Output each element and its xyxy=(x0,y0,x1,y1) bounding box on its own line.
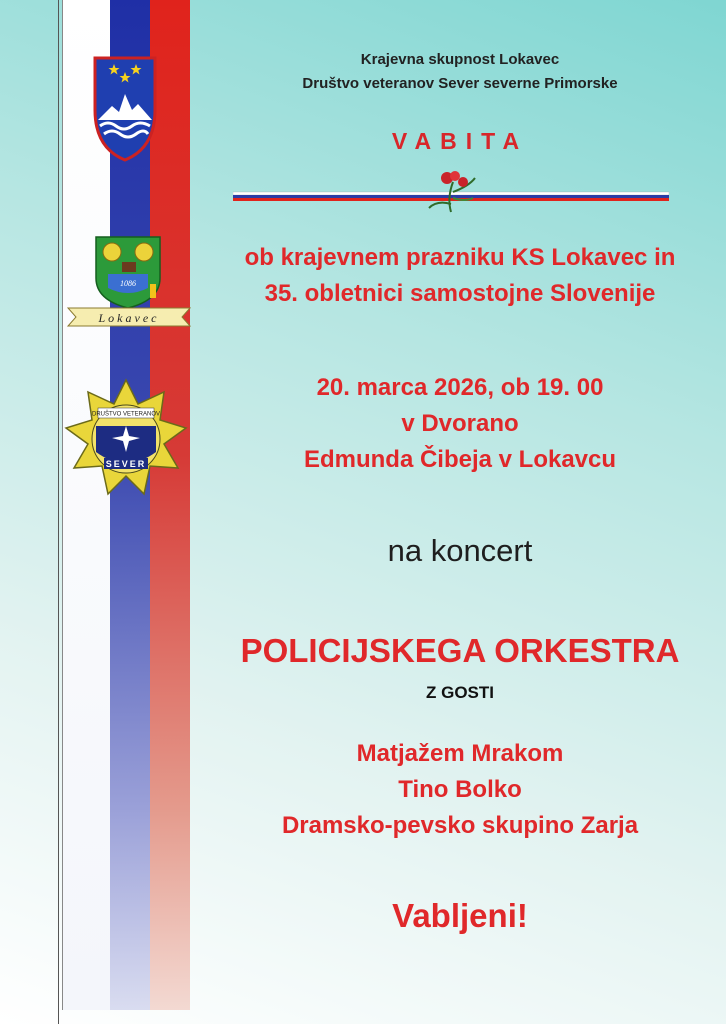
flag-divider-ornament xyxy=(233,168,669,218)
event-venue-line: v Dvorano xyxy=(401,410,519,437)
event-venue-line: Edmunda Čibeja v Lokavcu xyxy=(303,446,617,473)
guest-list xyxy=(215,736,705,844)
crest-year: 1086 xyxy=(120,279,136,288)
guests-label: Z GOSTI xyxy=(426,683,494,702)
carnation-icon xyxy=(429,171,475,212)
occasion-line: 35. obletnici samostojne Slovenije xyxy=(264,280,656,307)
sever-badge-icon xyxy=(64,378,188,500)
occasion-text xyxy=(215,240,705,312)
orchestra-title: POLICIJSKEGA ORKESTRA xyxy=(240,632,680,669)
organizer-line: Društvo veteranov Sever severne Primorske xyxy=(302,75,618,92)
badge-top-text: DRUŠTVO VETERANOV xyxy=(91,411,161,418)
crest-ribbon-label: Lokavec xyxy=(98,311,160,325)
event-date-time: 20. marca 2026, ob 19. 00 xyxy=(316,374,604,401)
guest-name: Tino Bolko xyxy=(398,776,522,803)
guest-name: Dramsko-pevsko skupino Zarja xyxy=(281,812,639,839)
organizers xyxy=(215,48,705,96)
organizer-line: Krajevna skupnost Lokavec xyxy=(360,51,560,68)
closing-text: Vabljeni! xyxy=(392,897,528,934)
slovenia-coat-of-arms-icon xyxy=(92,50,158,164)
event-details xyxy=(215,370,705,478)
concert-text: na koncert xyxy=(387,533,533,568)
invite-heading: VABITA xyxy=(391,128,529,154)
guest-name: Matjažem Mrakom xyxy=(356,740,564,767)
occasion-line: ob krajevnem prazniku KS Lokavec in xyxy=(244,244,676,271)
badge-bottom-text: SEVER xyxy=(105,459,147,469)
lokavec-crest-icon xyxy=(66,234,192,334)
